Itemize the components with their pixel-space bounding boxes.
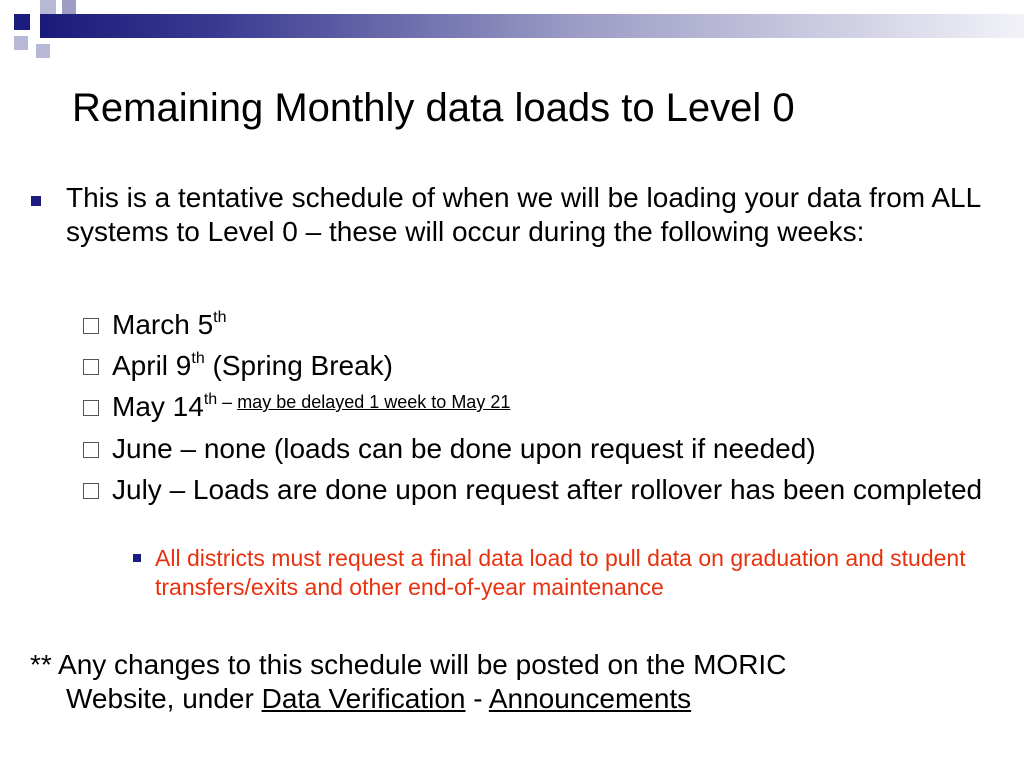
- checkbox-icon: [83, 400, 99, 416]
- checkbox-icon: [83, 483, 99, 499]
- week-item-july: July – Loads are done upon request after rollover has been completed: [112, 474, 983, 505]
- header-square-light: [62, 0, 76, 14]
- bullet-square-icon: [31, 196, 41, 206]
- header-square-light: [14, 36, 28, 50]
- july-subnote: All districts must request a final data load to pull data on graduation and student transfers/exits and other end-of-year maintenance: [155, 545, 966, 600]
- header-square-light: [40, 0, 56, 14]
- week-item-april: April 9th (Spring Break): [112, 349, 394, 381]
- footer-note: ** Any changes to this schedule will be posted on the MORIC Website, under Data Verification - Announcements: [30, 649, 787, 714]
- week-item-june: June – none (loads can be done upon request if needed): [112, 433, 816, 464]
- announcements-link[interactable]: Announcements: [488, 683, 692, 714]
- header-square-light: [36, 44, 50, 58]
- data-verification-link[interactable]: Data Verification: [261, 683, 466, 714]
- checkbox-icon: [83, 359, 99, 375]
- week-item-may: May 14th – $^{may be delayed 1 week to May 21}$: [112, 390, 511, 422]
- bullet-square-icon: [133, 554, 141, 562]
- header-square-dark: [14, 14, 30, 30]
- slide-title: Remaining Monthly data loads to Level 0: [72, 86, 795, 130]
- week-item-march: March 5th: [112, 308, 227, 340]
- checkbox-icon: [83, 318, 99, 334]
- may-delay-link[interactable]: may be delayed 1 week to May 21: [237, 392, 511, 412]
- checkbox-icon: [83, 442, 99, 458]
- intro-text: This is a tentative schedule of when we will be loading your data from ALL systems to Level 0 – these will occur during the following weeks:: [66, 182, 981, 247]
- header-band: [40, 14, 1024, 38]
